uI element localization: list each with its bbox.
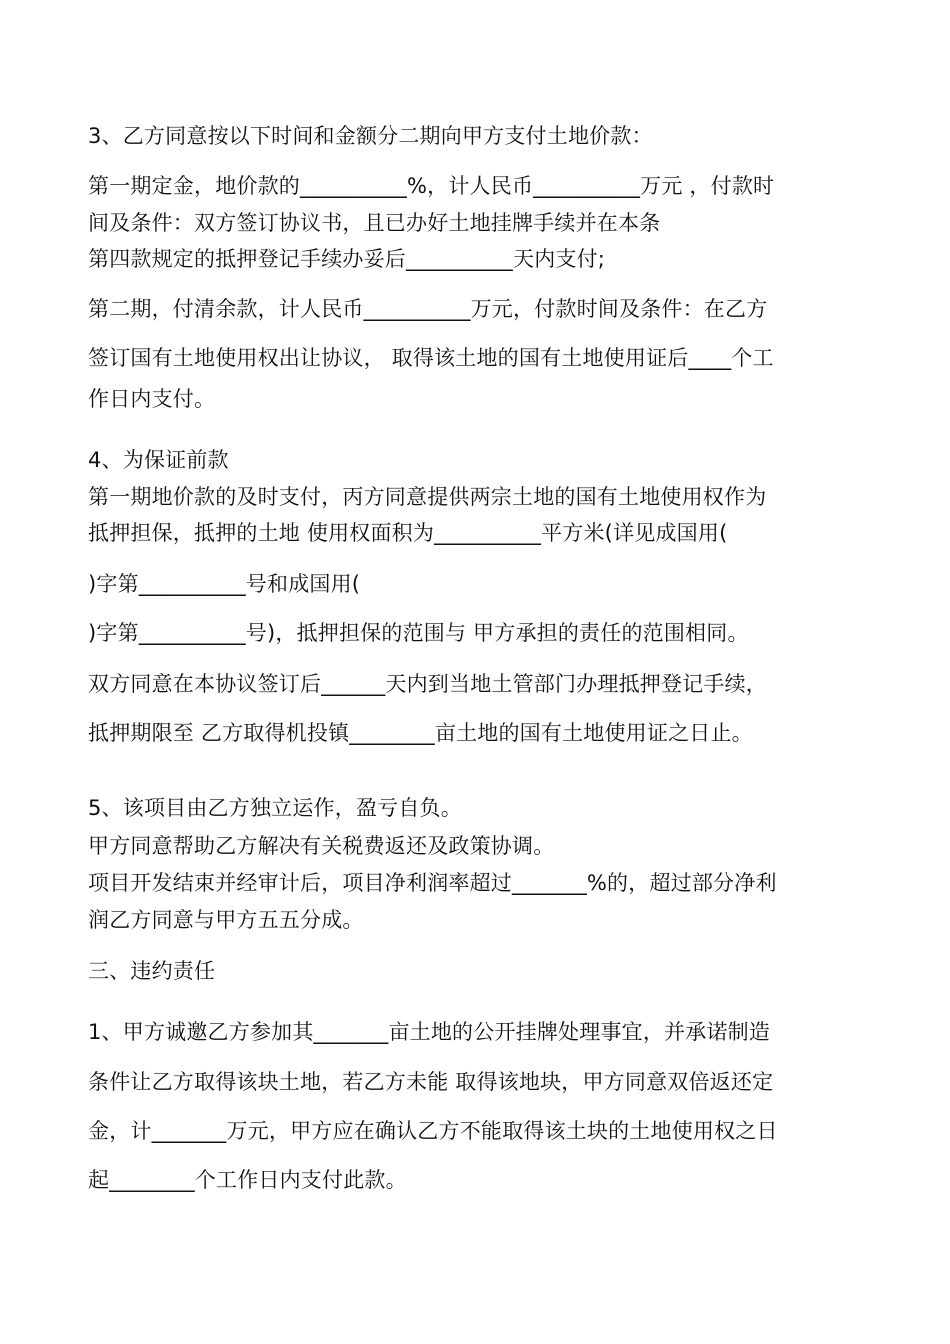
clause-4-line-6: 抵押期限至 乙方取得机投镇________亩土地的国有土地使用证之日止。 xyxy=(88,721,753,745)
breach-clause-1-line-1: 1、甲方诚邀乙方参加其_______亩土地的公开挂牌处理事宜，并承诺制造 xyxy=(88,1020,771,1044)
clause-3-heading: 3、乙方同意按以下时间和金额分二期向甲方支付土地价款： xyxy=(88,124,653,148)
clause-4-line-1: 第一期地价款的及时支付，丙方同意提供两宗土地的国有土地使用权作为 xyxy=(88,485,767,509)
clause-5-line-2: 项目开发结束并经审计后，项目净利润率超过_______%的，超过部分净利 xyxy=(88,871,777,895)
clause-4-line-2: 抵押担保，抵押的土地 使用权面积为__________平方米(详见成国用( xyxy=(88,521,728,545)
section-3-heading: 三、违约责任 xyxy=(88,959,216,983)
phase-2-line-3: 作日内支付。 xyxy=(88,387,216,411)
breach-clause-1-line-3: 金，计_______万元，甲方应在确认乙方不能取得该土块的土地使用权之日 xyxy=(88,1119,778,1143)
breach-clause-1-line-2: 条件让乙方取得该块土地，若乙方未能 取得该地块，甲方同意双倍返还定 xyxy=(88,1070,774,1094)
clause-4-heading: 4、为保证前款 xyxy=(88,448,229,472)
phase-1-line-2: 间及条件：双方签订协议书，且已办好土地挂牌手续并在本条 xyxy=(88,211,661,235)
clause-4-line-5: 双方同意在本协议签订后______天内到当地土管部门办理抵押登记手续， xyxy=(88,672,767,696)
clause-4-line-3: )字第__________号和成国用( xyxy=(88,572,361,596)
breach-clause-1-line-4: 起________个工作日内支付此款。 xyxy=(88,1168,407,1192)
phase-1-line-1: 第一期定金，地价款的__________%，计人民币__________万元 ，付款时 xyxy=(88,174,775,198)
phase-2-line-2: 签订国有土地使用权出让协议， 取得该土地的国有土地使用证后____个工 xyxy=(88,346,774,370)
clause-5-heading: 5、该项目由乙方独立运作，盈亏自负。 xyxy=(88,796,462,820)
clause-5-line-3: 润乙方同意与甲方五五分成。 xyxy=(88,908,364,932)
clause-5-line-1: 甲方同意帮助乙方解决有关税费返还及政策协调。 xyxy=(88,834,555,858)
phase-2-line-1: 第二期，付清余款，计人民币__________万元，付款时间及条件：在乙方 xyxy=(88,297,768,321)
phase-1-line-3: 第四款规定的抵押登记手续办妥后__________天内支付; xyxy=(88,247,606,271)
clause-4-line-4: )字第__________号)，抵押担保的范围与 甲方承担的责任的范围相同。 xyxy=(88,621,749,645)
